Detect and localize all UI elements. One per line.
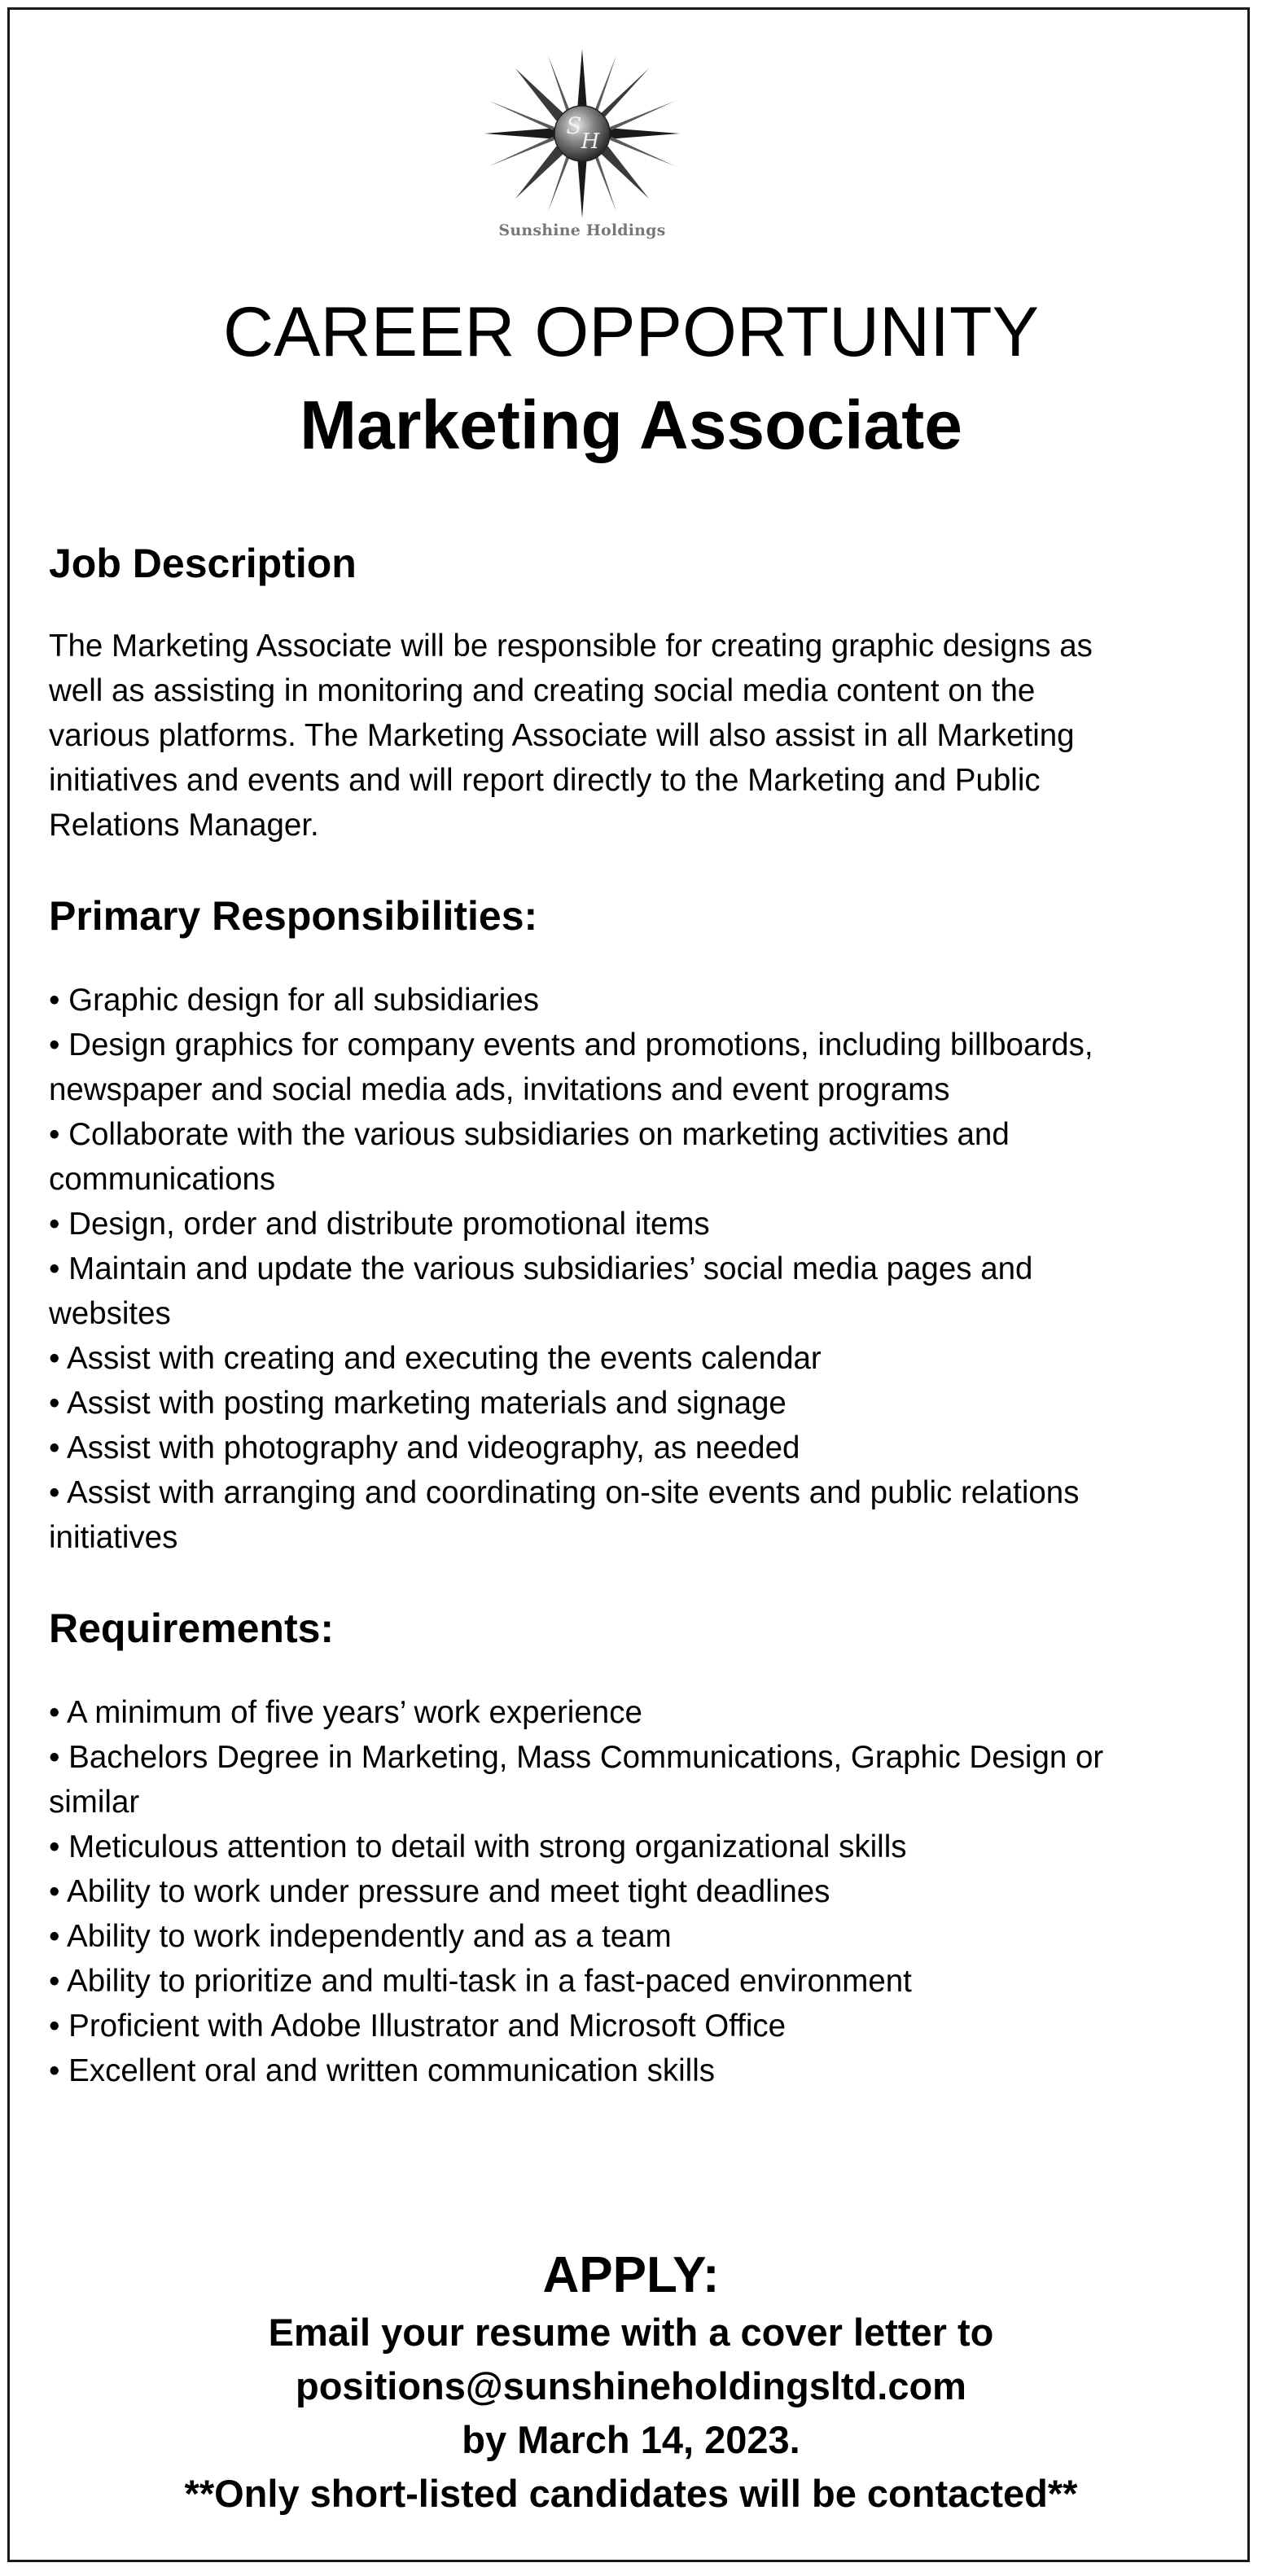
list-item: • Proficient with Adobe Illustrator and Microsoft Office (49, 2009, 787, 2044)
list-item: initiatives (49, 1520, 178, 1555)
responsibilities-heading: Primary Responsibilities: (49, 893, 538, 939)
apply-note: **Only short-listed candidates will be contacted** (184, 2472, 1078, 2515)
requirements-heading: Requirements: (49, 1606, 335, 1651)
list-item: • Meticulous attention to detail with strong organizational skills (49, 1829, 907, 1864)
page-title: CAREER OPPORTUNITY (223, 293, 1039, 371)
text-line: various platforms. The Marketing Associate will also assist in all Marketing (49, 718, 1075, 753)
logo-monogram-h: H (581, 129, 600, 154)
list-item: similar (49, 1785, 140, 1820)
list-item: • Assist with posting marketing materials and signage (49, 1386, 787, 1421)
apply-section (0, 2245, 1262, 2521)
list-item: • Assist with arranging and coordinating on-site events and public relations (49, 1475, 1080, 1510)
list-item: • Collaborate with the various subsidiaries on marketing activities and (49, 1117, 1010, 1152)
list-item: • Assist with photography and videography, as needed (49, 1430, 800, 1465)
list-item: communications (49, 1162, 276, 1197)
list-item: • Graphic design for all subsidiaries (49, 983, 539, 1018)
text-line: well as assisting in monitoring and creating social media content on the (49, 673, 1036, 708)
text-line: initiatives and events and will report directly to the Marketing and Public (49, 763, 1041, 798)
apply-heading: APPLY: (542, 2247, 720, 2303)
list-item: • Design, order and distribute promotional items (49, 1207, 710, 1242)
list-item: • Ability to work independently and as a team (49, 1919, 672, 1954)
list-item: • Maintain and update the various subsidiaries’ social media pages and (49, 1251, 1033, 1286)
apply-instructions: Email your resume with a cover letter to (268, 2311, 994, 2354)
job-posting-body (49, 537, 1221, 2093)
logo-caption: Sunshine Holdings (498, 221, 666, 239)
company-logo (484, 47, 680, 251)
list-item: newspaper and social media ads, invitations and event programs (49, 1072, 950, 1107)
apply-email: positions@sunshineholdingsltd.com (296, 2364, 966, 2407)
list-item: • Excellent oral and written communication skills (49, 2053, 716, 2088)
position-title: Marketing Associate (300, 387, 962, 463)
responsibilities-list (49, 978, 1221, 1560)
list-item: • A minimum of five years’ work experience (49, 1695, 642, 1730)
job-description-text (49, 624, 1221, 848)
list-item: • Ability to prioritize and multi-task in a fast-paced environment (49, 1964, 912, 1999)
list-item: • Bachelors Degree in Marketing, Mass Communications, Graphic Design or (49, 1740, 1104, 1775)
list-item: • Design graphics for company events and promotions, including billboards, (49, 1027, 1093, 1062)
text-line: The Marketing Associate will be responsible for creating graphic designs as (49, 629, 1093, 664)
compass-star-icon (484, 47, 680, 218)
list-item: • Ability to work under pressure and meet tight deadlines (49, 1874, 830, 1909)
job-description-heading: Job Description (49, 541, 357, 586)
list-item: • Assist with creating and executing the events calendar (49, 1341, 822, 1376)
list-item: websites (49, 1296, 171, 1331)
apply-deadline: by March 14, 2023. (462, 2418, 800, 2461)
text-line: Relations Manager. (49, 808, 319, 843)
requirements-list (49, 1690, 1221, 2093)
logo-monogram-s: S (566, 112, 582, 139)
